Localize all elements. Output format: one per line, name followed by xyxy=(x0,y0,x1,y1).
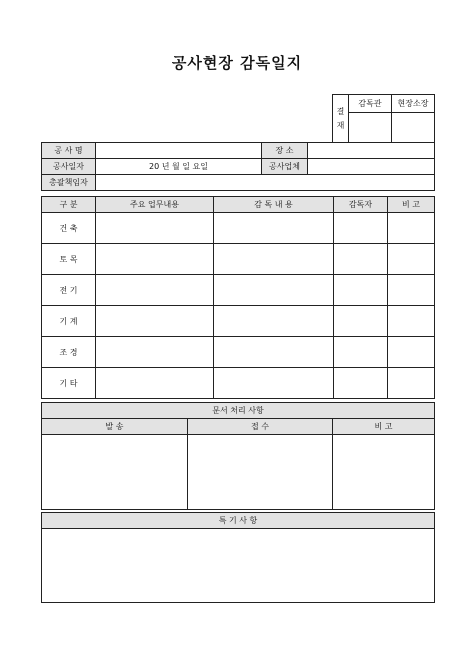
supervisor-cell[interactable] xyxy=(334,275,388,306)
approval-supervisor-header: 감독관 xyxy=(349,95,392,113)
supervision-content-cell[interactable] xyxy=(214,337,334,368)
header-category: 구 분 xyxy=(42,197,96,213)
main-work-cell[interactable] xyxy=(96,306,214,337)
docs-section-title: 문서 처리 사항 xyxy=(42,403,435,419)
approval-label-line2: 재 xyxy=(336,120,345,130)
header-sent: 발 송 xyxy=(42,419,188,435)
table-row xyxy=(42,244,435,275)
header-remarks: 비 고 xyxy=(388,197,435,213)
category-civil: 토 목 xyxy=(42,244,96,275)
header-main-work: 주요 업무내용 xyxy=(96,197,214,213)
main-work-cell[interactable] xyxy=(96,368,214,399)
info-table xyxy=(41,142,435,191)
remarks-cell[interactable] xyxy=(388,275,435,306)
supervisor-cell[interactable] xyxy=(334,244,388,275)
location-label: 장 소 xyxy=(262,143,308,159)
main-work-cell[interactable] xyxy=(96,244,214,275)
approval-table xyxy=(332,94,435,143)
sent-cell[interactable] xyxy=(42,435,188,510)
category-landscape: 조 경 xyxy=(42,337,96,368)
table-row xyxy=(42,275,435,306)
supervision-content-cell[interactable] xyxy=(214,275,334,306)
notes-title: 특 기 사 항 xyxy=(42,513,435,529)
supervisor-cell[interactable] xyxy=(334,213,388,244)
work-date-field[interactable]: 20 년 월 일 요일 xyxy=(96,159,262,175)
header-supervision-content: 감 독 내 용 xyxy=(214,197,334,213)
category-electrical: 전 기 xyxy=(42,275,96,306)
document-processing-table xyxy=(41,402,435,510)
work-date-label: 공사일자 xyxy=(42,159,96,175)
approval-label xyxy=(333,95,349,143)
approval-label-line1: 결 xyxy=(336,106,345,116)
main-work-cell[interactable] xyxy=(96,213,214,244)
approval-supervisor-sign-cell[interactable] xyxy=(349,113,392,143)
table-row xyxy=(42,213,435,244)
received-cell[interactable] xyxy=(188,435,333,510)
category-other: 기 타 xyxy=(42,368,96,399)
main-work-cell[interactable] xyxy=(96,275,214,306)
header-supervisor: 감독자 xyxy=(334,197,388,213)
header-docs-remarks: 비 고 xyxy=(333,419,435,435)
project-name-label: 공 사 명 xyxy=(42,143,96,159)
remarks-cell[interactable] xyxy=(388,368,435,399)
supervisor-cell[interactable] xyxy=(334,337,388,368)
docs-remarks-cell[interactable] xyxy=(333,435,435,510)
supervision-content-cell[interactable] xyxy=(214,244,334,275)
remarks-cell[interactable] xyxy=(388,306,435,337)
table-row xyxy=(42,368,435,399)
remarks-cell[interactable] xyxy=(388,213,435,244)
location-field[interactable] xyxy=(308,143,435,159)
project-name-field[interactable] xyxy=(96,143,262,159)
supervision-content-cell[interactable] xyxy=(214,213,334,244)
supervisor-cell[interactable] xyxy=(334,306,388,337)
header-received: 접 수 xyxy=(188,419,333,435)
approval-site-manager-header: 현장소장 xyxy=(392,95,435,113)
approval-site-manager-sign-cell[interactable] xyxy=(392,113,435,143)
remarks-cell[interactable] xyxy=(388,244,435,275)
main-work-cell[interactable] xyxy=(96,337,214,368)
manager-label: 총괄책임자 xyxy=(42,175,96,191)
supervision-table xyxy=(41,196,435,399)
remarks-cell[interactable] xyxy=(388,337,435,368)
supervision-content-cell[interactable] xyxy=(214,368,334,399)
supervision-content-cell[interactable] xyxy=(214,306,334,337)
category-architecture: 건 축 xyxy=(42,213,96,244)
supervisor-cell[interactable] xyxy=(334,368,388,399)
contractor-field[interactable] xyxy=(308,159,435,175)
document-title: 공사현장 감독일지 xyxy=(171,54,303,72)
contractor-label: 공사업체 xyxy=(262,159,308,175)
table-row xyxy=(42,306,435,337)
special-notes-table xyxy=(41,512,435,603)
table-row xyxy=(42,337,435,368)
manager-field[interactable] xyxy=(96,175,435,191)
category-mechanical: 기 계 xyxy=(42,306,96,337)
notes-content-cell[interactable] xyxy=(42,529,435,603)
